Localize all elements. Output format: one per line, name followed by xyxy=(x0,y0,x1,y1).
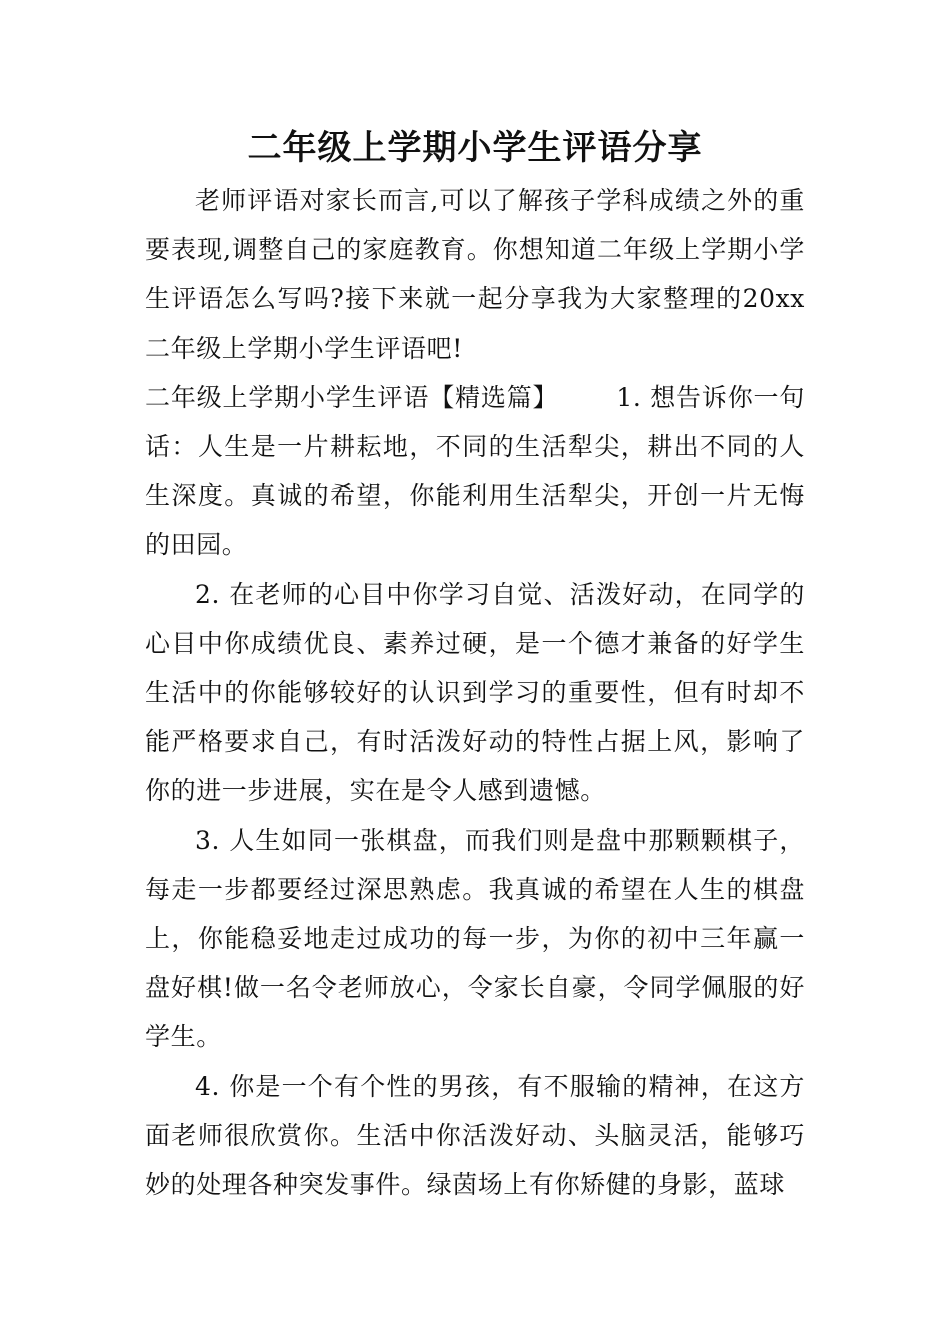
document-body xyxy=(145,176,805,1209)
section-heading: 二年级上学期小学生评语【精选篇】 xyxy=(145,382,559,412)
intro-paragraph: 老师评语对家长而言,可以了解孩子学科成绩之外的重要表现,调整自己的家庭教育。你想知道二年级上学期小学生评语怎么写吗?接下来就一起分享我为大家整理的20xx二年级上学期小学生评语吧! xyxy=(145,186,805,363)
comment-item-2: 2. 在老师的心目中你学习自觉、活泼好动，在同学的心目中你成绩优良、素养过硬，是一个德才兼备的好学生生活中的你能够较好的认识到学习的重要性，但有时却不能严格要求自己，有时活泼好动的特性占据上风，影响了你的进一步进展，实在是令人感到遗憾。 xyxy=(145,579,805,806)
section-paragraph xyxy=(145,373,805,570)
comment-item-4: 4. 你是一个有个性的男孩，有不服输的精神，在这方面老师很欣赏你。生活中你活泼好动、头脑灵活，能够巧妙的处理各种突发事件。绿茵场上有你矫健的身影，蓝球 xyxy=(145,1071,805,1200)
document-title: 二年级上学期小学生评语分享 xyxy=(247,128,703,168)
comment-item-1: 1. 想告诉你一句话：人生是一片耕耘地，不同的生活犁尖，耕出不同的人生深度。真诚的希望，你能利用生活犁尖，开创一片无悔的田园。 xyxy=(145,382,805,560)
comment-item-3: 3. 人生如同一张棋盘，而我们则是盘中那颗颗棋子，每走一步都要经过深思熟虑。我真诚的希望在人生的棋盘上，你能稳妥地走过成功的每一步，为你的初中三年赢一盘好棋!做一名令老师放心，令家长自豪，令同学佩服的好学生。 xyxy=(145,825,805,1052)
